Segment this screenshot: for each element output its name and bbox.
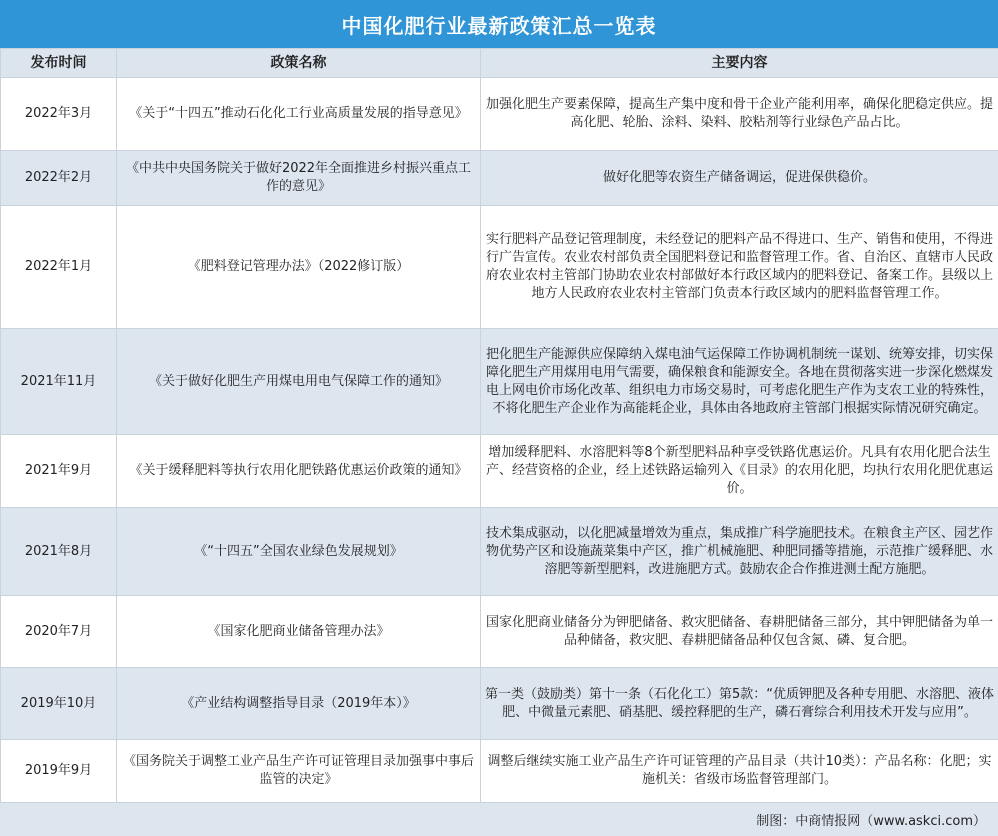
table-row [1, 329, 998, 435]
row-policy-name: 《肥料登记管理办法》（2022修订版） [117, 206, 481, 329]
row-date: 2021年11月 [1, 329, 117, 435]
row-date: 2019年9月 [1, 740, 117, 803]
row-date: 2021年8月 [1, 508, 117, 596]
row-date: 2021年9月 [1, 435, 117, 508]
row-policy-name: 《关于缓释肥料等执行农用化肥铁路优惠运价政策的通知》 [117, 435, 481, 508]
table-row [1, 740, 998, 803]
source-credit: 制图：中商情报网（www.askci.com） [756, 814, 986, 829]
page-title: 中国化肥行业最新政策汇总一览表 [0, 0, 998, 48]
row-date: 2022年2月 [1, 151, 117, 206]
row-date: 2020年7月 [1, 596, 117, 668]
column-header-content: 主要内容 [481, 49, 998, 78]
row-content: 第一类（鼓励类）第十一条（石化化工）第5款：“优质钾肥及各种专用肥、水溶肥、液体肥、中微量元素肥、硝基肥、缓控释肥的生产，磷石膏综合利用技术开发与应用”。 [481, 668, 998, 740]
row-policy-name: 《关于做好化肥生产用煤电用电气保障工作的通知》 [117, 329, 481, 435]
table-row [1, 596, 998, 668]
row-policy-name: 《关于“十四五”推动石化化工行业高质量发展的指导意见》 [117, 78, 481, 151]
row-content: 把化肥生产能源供应保障纳入煤电油气运保障工作协调机制统一谋划、统筹安排，切实保障化肥生产用煤用电用气需要，确保粮食和能源安全。各地在贯彻落实进一步深化燃煤发电上网电价市场化改革、组织电力市场交易时，可考虑化肥生产作为支农工业的特殊性，不将化肥生产企业作为高能耗企业，具体由各地政府主管部门根据实际情况研究确定。 [481, 329, 998, 435]
row-date: 2022年3月 [1, 78, 117, 151]
row-content: 调整后继续实施工业产品生产许可证管理的产品目录（共计10类）：产品名称：化肥；实施机关：省级市场监督管理部门。 [481, 740, 998, 803]
column-header-policy-name: 政策名称 [117, 49, 481, 78]
row-policy-name: 《国务院关于调整工业产品生产许可证管理目录加强事中事后监管的决定》 [117, 740, 481, 803]
row-content: 实行肥料产品登记管理制度，未经登记的肥料产品不得进口、生产、销售和使用，不得进行广告宣传。农业农村部负责全国肥料登记和监督管理工作。省、自治区、直辖市人民政府农业农村主管部门协助农业农村部做好本行政区域内的肥料登记、备案工作。县级以上地方人民政府农业农村主管部门负责本行政区域内的肥料监督管理工作。 [481, 206, 998, 329]
table-row [1, 435, 998, 508]
table-row [1, 78, 998, 151]
row-date: 2022年1月 [1, 206, 117, 329]
table-header-row [1, 49, 998, 78]
row-content: 做好化肥等农资生产储备调运，促进保供稳价。 [481, 151, 998, 206]
policy-table [0, 48, 998, 803]
table-row [1, 206, 998, 329]
row-content: 加强化肥生产要素保障，提高生产集中度和骨干企业产能利用率，确保化肥稳定供应。提高化肥、轮胎、涂料、染料、胶粘剂等行业绿色产品占比。 [481, 78, 998, 151]
table-row [1, 151, 998, 206]
row-policy-name: 《产业结构调整指导目录（2019年本）》 [117, 668, 481, 740]
row-policy-name: 《国家化肥商业储备管理办法》 [117, 596, 481, 668]
row-content: 国家化肥商业储备分为钾肥储备、救灾肥储备、春耕肥储备三部分，其中钾肥储备为单一品种储备，救灾肥、春耕肥储备品种仅包含氮、磷、复合肥。 [481, 596, 998, 668]
row-date: 2019年10月 [1, 668, 117, 740]
source-footer [0, 803, 998, 836]
row-content: 技术集成驱动，以化肥减量增效为重点，集成推广科学施肥技术。在粮食主产区、园艺作物优势产区和设施蔬菜集中产区，推广机械施肥、种肥同播等措施，示范推广缓释肥、水溶肥等新型肥料，改进施肥方式。鼓励农企合作推进测土配方施肥。 [481, 508, 998, 596]
row-policy-name: 《“十四五”全国农业绿色发展规划》 [117, 508, 481, 596]
row-content: 增加缓释肥料、水溶肥料等8个新型肥料品种享受铁路优惠运价。凡具有农用化肥合法生产、经营资格的企业，经上述铁路运输列入《目录》的农用化肥，均执行农用化肥优惠运价。 [481, 435, 998, 508]
row-policy-name: 《中共中央国务院关于做好2022年全面推进乡村振兴重点工作的意见》 [117, 151, 481, 206]
table-row [1, 668, 998, 740]
table-row [1, 508, 998, 596]
column-header-date: 发布时间 [1, 49, 117, 78]
